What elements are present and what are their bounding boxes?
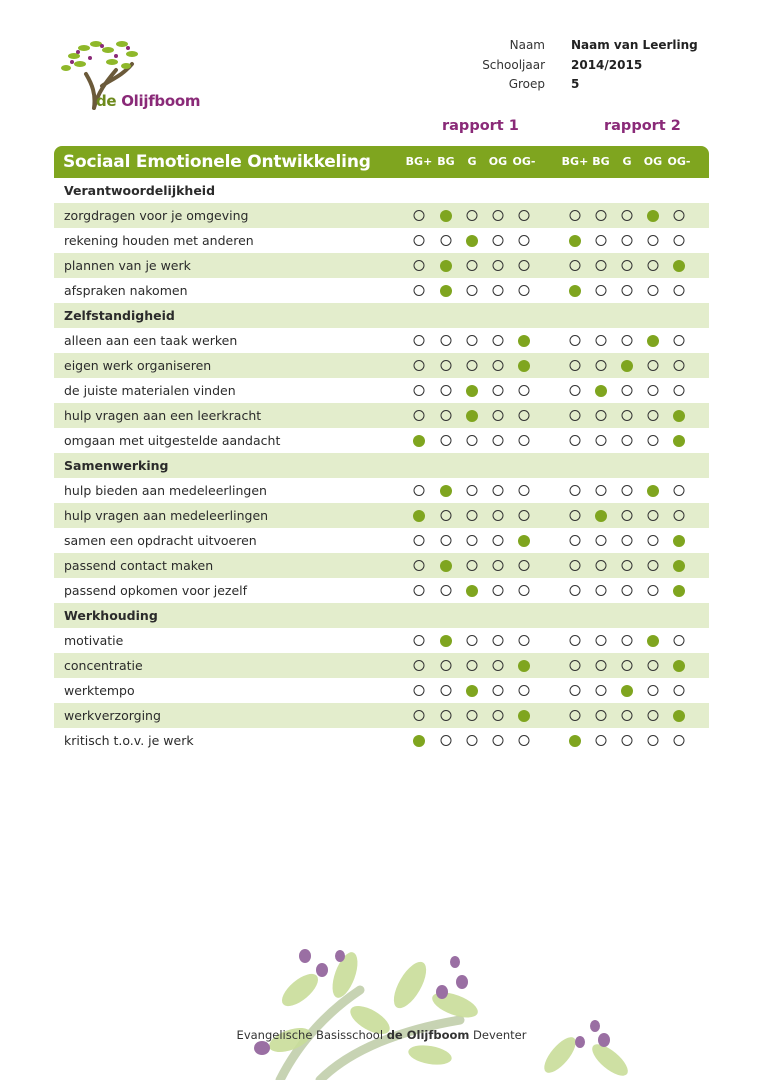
r1-rating-empty-circle-icon	[493, 535, 504, 546]
student-info	[440, 38, 740, 97]
r1-rating-filled-circle-icon	[518, 710, 530, 722]
criterion-label: hulp bieden aan medeleerlingen	[64, 483, 267, 498]
section-title: Samenwerking	[64, 458, 169, 473]
r2-rating-empty-circle-icon	[570, 710, 581, 721]
r2-rating-empty-circle-icon	[596, 210, 607, 221]
table-row	[54, 428, 709, 453]
r1-rating-filled-circle-icon	[440, 210, 452, 222]
meta-label: Naam	[509, 38, 545, 52]
r1-rating-empty-circle-icon	[519, 410, 530, 421]
table-title: Sociaal Emotionele Ontwikkeling	[63, 152, 371, 172]
r1-rating-empty-circle-icon	[414, 235, 425, 246]
r2-rating-filled-circle-icon	[569, 735, 581, 747]
r2-rating-empty-circle-icon	[570, 360, 581, 371]
criterion-label: afspraken nakomen	[64, 283, 188, 298]
r2-rating-empty-circle-icon	[648, 660, 659, 671]
r1-rating-empty-circle-icon	[493, 410, 504, 421]
r1-rating-empty-circle-icon	[414, 285, 425, 296]
r1-rating-empty-circle-icon	[441, 410, 452, 421]
criterion-label: de juiste materialen vinden	[64, 383, 236, 398]
r1-rating-empty-circle-icon	[467, 710, 478, 721]
r1-rating-empty-circle-icon	[519, 560, 530, 571]
criterion-label: omgaan met uitgestelde aandacht	[64, 433, 281, 448]
r1-rating-empty-circle-icon	[493, 385, 504, 396]
footer-suffix: Deventer	[469, 1028, 527, 1042]
r1-rating-empty-circle-icon	[414, 585, 425, 596]
r1-rating-empty-circle-icon	[467, 560, 478, 571]
table-row	[54, 728, 709, 753]
criterion-label: werkverzorging	[64, 708, 161, 723]
r2-rating-empty-circle-icon	[596, 435, 607, 446]
r1-rating-empty-circle-icon	[493, 510, 504, 521]
r1-rating-empty-circle-icon	[414, 710, 425, 721]
r2-rating-empty-circle-icon	[674, 635, 685, 646]
r1-rating-filled-circle-icon	[413, 435, 425, 447]
r1-rating-empty-circle-icon	[414, 660, 425, 671]
r2-rating-empty-circle-icon	[622, 510, 633, 521]
r1-rating-empty-circle-icon	[441, 685, 452, 696]
r2-rating-empty-circle-icon	[596, 410, 607, 421]
r1-rating-empty-circle-icon	[441, 385, 452, 396]
meta-row-schooljaar	[440, 58, 740, 78]
r1-rating-empty-circle-icon	[414, 535, 425, 546]
r1-rating-filled-circle-icon	[440, 635, 452, 647]
section-title: Zelfstandigheid	[64, 308, 175, 323]
r1-rating-empty-circle-icon	[519, 685, 530, 696]
r2-rating-empty-circle-icon	[570, 485, 581, 496]
column-header-r2-4: OG-	[667, 155, 691, 168]
r2-rating-filled-circle-icon	[595, 385, 607, 397]
criterion-label: kritisch t.o.v. je werk	[64, 733, 194, 748]
r1-rating-empty-circle-icon	[414, 410, 425, 421]
r2-rating-empty-circle-icon	[674, 735, 685, 746]
r2-rating-empty-circle-icon	[570, 585, 581, 596]
r2-rating-empty-circle-icon	[674, 235, 685, 246]
table-row	[54, 253, 709, 278]
r2-rating-empty-circle-icon	[648, 685, 659, 696]
r1-rating-empty-circle-icon	[441, 585, 452, 596]
r1-rating-empty-circle-icon	[414, 560, 425, 571]
criterion-label: passend opkomen voor jezelf	[64, 583, 248, 598]
r1-rating-empty-circle-icon	[467, 510, 478, 521]
r2-rating-empty-circle-icon	[596, 735, 607, 746]
olive-branch-decoration-icon	[0, 930, 763, 1080]
logo-name: Olijfboom	[121, 92, 201, 110]
report-2-heading: rapport 2	[604, 118, 681, 134]
r2-rating-filled-circle-icon	[647, 635, 659, 647]
r2-rating-empty-circle-icon	[648, 560, 659, 571]
table-row	[54, 203, 709, 228]
r1-rating-filled-circle-icon	[466, 385, 478, 397]
r2-rating-filled-circle-icon	[673, 585, 685, 597]
r2-rating-empty-circle-icon	[622, 735, 633, 746]
footer-school: de Olijfboom	[386, 1028, 470, 1042]
r2-rating-empty-circle-icon	[674, 510, 685, 521]
r2-rating-empty-circle-icon	[648, 585, 659, 596]
r2-rating-filled-circle-icon	[673, 710, 685, 722]
table-row	[54, 228, 709, 253]
r1-rating-empty-circle-icon	[519, 210, 530, 221]
r1-rating-empty-circle-icon	[467, 485, 478, 496]
r2-rating-empty-circle-icon	[570, 435, 581, 446]
r2-rating-empty-circle-icon	[648, 735, 659, 746]
r1-rating-empty-circle-icon	[493, 335, 504, 346]
r1-rating-empty-circle-icon	[519, 635, 530, 646]
r2-rating-empty-circle-icon	[570, 260, 581, 271]
r2-rating-filled-circle-icon	[647, 210, 659, 222]
r2-rating-empty-circle-icon	[622, 260, 633, 271]
r1-rating-empty-circle-icon	[493, 285, 504, 296]
criterion-label: alleen aan een taak werken	[64, 333, 238, 348]
r2-rating-empty-circle-icon	[674, 685, 685, 696]
r2-rating-empty-circle-icon	[622, 485, 633, 496]
r1-rating-filled-circle-icon	[440, 560, 452, 572]
table-row	[54, 628, 709, 653]
r2-rating-empty-circle-icon	[622, 660, 633, 671]
r2-rating-empty-circle-icon	[622, 210, 633, 221]
r1-rating-empty-circle-icon	[467, 635, 478, 646]
r2-rating-empty-circle-icon	[674, 285, 685, 296]
table-row	[54, 553, 709, 578]
r1-rating-filled-circle-icon	[466, 685, 478, 697]
r2-rating-empty-circle-icon	[622, 385, 633, 396]
r2-rating-empty-circle-icon	[622, 235, 633, 246]
table-row	[54, 703, 709, 728]
r2-rating-empty-circle-icon	[570, 560, 581, 571]
meta-value: 5	[571, 77, 580, 91]
r1-rating-empty-circle-icon	[519, 235, 530, 246]
r1-rating-empty-circle-icon	[519, 435, 530, 446]
r2-rating-empty-circle-icon	[570, 335, 581, 346]
section-title: Verantwoordelijkheid	[64, 183, 216, 198]
r1-rating-filled-circle-icon	[440, 485, 452, 497]
r2-rating-empty-circle-icon	[648, 235, 659, 246]
r1-rating-empty-circle-icon	[493, 560, 504, 571]
criterion-label: zorgdragen voor je omgeving	[64, 208, 249, 223]
r1-rating-empty-circle-icon	[467, 285, 478, 296]
r2-rating-empty-circle-icon	[622, 560, 633, 571]
table-row	[54, 378, 709, 403]
r1-rating-empty-circle-icon	[493, 260, 504, 271]
r2-rating-empty-circle-icon	[570, 660, 581, 671]
r1-rating-empty-circle-icon	[493, 235, 504, 246]
r2-rating-empty-circle-icon	[596, 635, 607, 646]
r1-rating-empty-circle-icon	[441, 535, 452, 546]
r2-rating-empty-circle-icon	[648, 535, 659, 546]
logo-wordmark	[96, 92, 200, 110]
meta-value: Naam van Leerling	[571, 38, 698, 52]
table-row	[54, 578, 709, 603]
column-header-r2-3: OG	[643, 155, 663, 168]
r2-rating-empty-circle-icon	[648, 360, 659, 371]
table-header	[54, 146, 709, 178]
r1-rating-empty-circle-icon	[414, 260, 425, 271]
r2-rating-empty-circle-icon	[596, 360, 607, 371]
r1-rating-empty-circle-icon	[441, 660, 452, 671]
r1-rating-filled-circle-icon	[440, 285, 452, 297]
r2-rating-empty-circle-icon	[648, 510, 659, 521]
r1-rating-empty-circle-icon	[493, 360, 504, 371]
r1-rating-empty-circle-icon	[519, 385, 530, 396]
criterion-label: passend contact maken	[64, 558, 214, 573]
criterion-label: rekening houden met anderen	[64, 233, 254, 248]
section-title: Werkhouding	[64, 608, 158, 623]
column-header-r2-0: BG+	[561, 155, 589, 168]
r1-rating-empty-circle-icon	[414, 385, 425, 396]
section-heading-samenwerking	[54, 453, 709, 478]
r1-rating-empty-circle-icon	[414, 360, 425, 371]
r1-rating-empty-circle-icon	[441, 335, 452, 346]
r2-rating-empty-circle-icon	[622, 410, 633, 421]
r1-rating-empty-circle-icon	[493, 485, 504, 496]
r2-rating-empty-circle-icon	[622, 285, 633, 296]
r1-rating-filled-circle-icon	[466, 585, 478, 597]
table-row	[54, 328, 709, 353]
column-header-r1-3: OG	[488, 155, 508, 168]
r1-rating-filled-circle-icon	[518, 335, 530, 347]
table-row	[54, 653, 709, 678]
r1-rating-empty-circle-icon	[493, 210, 504, 221]
r1-rating-filled-circle-icon	[440, 260, 452, 272]
r1-rating-empty-circle-icon	[493, 435, 504, 446]
r2-rating-filled-circle-icon	[569, 285, 581, 297]
r2-rating-empty-circle-icon	[648, 435, 659, 446]
r1-rating-empty-circle-icon	[441, 360, 452, 371]
r2-rating-empty-circle-icon	[674, 335, 685, 346]
r2-rating-empty-circle-icon	[570, 210, 581, 221]
r1-rating-empty-circle-icon	[493, 585, 504, 596]
r1-rating-empty-circle-icon	[441, 710, 452, 721]
table-row	[54, 503, 709, 528]
meta-row-naam	[440, 38, 740, 58]
r2-rating-empty-circle-icon	[622, 435, 633, 446]
column-header-r1-2: G	[467, 155, 477, 168]
meta-value: 2014/2015	[571, 57, 643, 72]
r1-rating-empty-circle-icon	[414, 635, 425, 646]
table-row	[54, 278, 709, 303]
r2-rating-filled-circle-icon	[673, 260, 685, 272]
r1-rating-empty-circle-icon	[519, 485, 530, 496]
criterion-label: plannen van je werk	[64, 258, 191, 273]
table-row	[54, 678, 709, 703]
r2-rating-empty-circle-icon	[648, 710, 659, 721]
meta-row-groep	[440, 77, 740, 97]
r1-rating-empty-circle-icon	[519, 285, 530, 296]
section-heading-verantwoordelijkheid	[54, 178, 709, 203]
r2-rating-empty-circle-icon	[596, 685, 607, 696]
r1-rating-empty-circle-icon	[441, 510, 452, 521]
criterion-label: concentratie	[64, 658, 143, 673]
r1-rating-filled-circle-icon	[413, 510, 425, 522]
r2-rating-empty-circle-icon	[596, 710, 607, 721]
assessment-table	[54, 146, 709, 753]
criterion-label: hulp vragen aan een leerkracht	[64, 408, 262, 423]
r1-rating-empty-circle-icon	[467, 660, 478, 671]
r2-rating-empty-circle-icon	[596, 485, 607, 496]
r1-rating-empty-circle-icon	[493, 635, 504, 646]
column-header-r2-2: G	[622, 155, 632, 168]
r1-rating-filled-circle-icon	[413, 735, 425, 747]
column-header-r2-1: BG	[592, 155, 610, 168]
r2-rating-empty-circle-icon	[622, 335, 633, 346]
r1-rating-empty-circle-icon	[519, 260, 530, 271]
r2-rating-empty-circle-icon	[596, 235, 607, 246]
r2-rating-empty-circle-icon	[570, 510, 581, 521]
r2-rating-empty-circle-icon	[570, 685, 581, 696]
r1-rating-empty-circle-icon	[467, 360, 478, 371]
r2-rating-empty-circle-icon	[570, 535, 581, 546]
section-heading-werkhouding	[54, 603, 709, 628]
r1-rating-empty-circle-icon	[414, 335, 425, 346]
r1-rating-filled-circle-icon	[518, 660, 530, 672]
r1-rating-empty-circle-icon	[467, 260, 478, 271]
table-row	[54, 478, 709, 503]
r1-rating-empty-circle-icon	[467, 535, 478, 546]
r2-rating-empty-circle-icon	[596, 560, 607, 571]
r2-rating-empty-circle-icon	[648, 385, 659, 396]
r1-rating-empty-circle-icon	[441, 735, 452, 746]
r2-rating-empty-circle-icon	[622, 585, 633, 596]
criterion-label: eigen werk organiseren	[64, 358, 212, 373]
r1-rating-empty-circle-icon	[414, 210, 425, 221]
r2-rating-filled-circle-icon	[673, 660, 685, 672]
meta-label: Schooljaar	[482, 57, 545, 72]
section-heading-zelfstandigheid	[54, 303, 709, 328]
r1-rating-empty-circle-icon	[519, 510, 530, 521]
r1-rating-filled-circle-icon	[518, 535, 530, 547]
r2-rating-empty-circle-icon	[596, 285, 607, 296]
r1-rating-empty-circle-icon	[414, 685, 425, 696]
r2-rating-empty-circle-icon	[622, 535, 633, 546]
r1-rating-empty-circle-icon	[519, 735, 530, 746]
r2-rating-filled-circle-icon	[621, 360, 633, 372]
criterion-label: samen een opdracht uitvoeren	[64, 533, 257, 548]
r2-rating-empty-circle-icon	[674, 210, 685, 221]
r2-rating-filled-circle-icon	[647, 485, 659, 497]
r1-rating-empty-circle-icon	[414, 485, 425, 496]
r1-rating-empty-circle-icon	[519, 585, 530, 596]
r2-rating-filled-circle-icon	[673, 535, 685, 547]
r2-rating-empty-circle-icon	[570, 635, 581, 646]
r2-rating-empty-circle-icon	[596, 535, 607, 546]
r2-rating-empty-circle-icon	[596, 585, 607, 596]
r2-rating-empty-circle-icon	[596, 260, 607, 271]
table-row	[54, 528, 709, 553]
r1-rating-empty-circle-icon	[467, 210, 478, 221]
r1-rating-empty-circle-icon	[493, 710, 504, 721]
r1-rating-empty-circle-icon	[441, 235, 452, 246]
r1-rating-empty-circle-icon	[493, 735, 504, 746]
column-header-r1-0: BG+	[405, 155, 433, 168]
r1-rating-filled-circle-icon	[466, 410, 478, 422]
r2-rating-filled-circle-icon	[647, 335, 659, 347]
criterion-label: hulp vragen aan medeleerlingen	[64, 508, 269, 523]
r2-rating-filled-circle-icon	[673, 410, 685, 422]
report-1-heading: rapport 1	[442, 118, 519, 134]
r1-rating-filled-circle-icon	[518, 360, 530, 372]
r2-rating-empty-circle-icon	[622, 710, 633, 721]
r2-rating-empty-circle-icon	[648, 260, 659, 271]
r2-rating-empty-circle-icon	[596, 660, 607, 671]
logo-prefix: de	[96, 92, 122, 110]
footer-text	[0, 1028, 763, 1042]
r2-rating-filled-circle-icon	[569, 235, 581, 247]
r1-rating-empty-circle-icon	[467, 435, 478, 446]
r1-rating-empty-circle-icon	[467, 335, 478, 346]
r2-rating-empty-circle-icon	[596, 335, 607, 346]
criterion-label: motivatie	[64, 633, 124, 648]
r2-rating-empty-circle-icon	[648, 285, 659, 296]
r2-rating-empty-circle-icon	[674, 360, 685, 371]
r2-rating-empty-circle-icon	[674, 385, 685, 396]
r2-rating-empty-circle-icon	[622, 635, 633, 646]
footer-prefix: Evangelische Basisschool	[236, 1028, 387, 1042]
r1-rating-empty-circle-icon	[493, 660, 504, 671]
meta-label: Groep	[508, 77, 545, 91]
r2-rating-empty-circle-icon	[570, 385, 581, 396]
r1-rating-empty-circle-icon	[467, 735, 478, 746]
r2-rating-empty-circle-icon	[674, 485, 685, 496]
r1-rating-empty-circle-icon	[441, 435, 452, 446]
column-header-r1-1: BG	[437, 155, 455, 168]
r2-rating-filled-circle-icon	[673, 435, 685, 447]
r2-rating-filled-circle-icon	[621, 685, 633, 697]
table-row	[54, 353, 709, 378]
r1-rating-empty-circle-icon	[493, 685, 504, 696]
r2-rating-empty-circle-icon	[570, 410, 581, 421]
r2-rating-filled-circle-icon	[595, 510, 607, 522]
r1-rating-filled-circle-icon	[466, 235, 478, 247]
r2-rating-filled-circle-icon	[673, 560, 685, 572]
column-header-r1-4: OG-	[512, 155, 536, 168]
criterion-label: werktempo	[64, 683, 135, 698]
table-row	[54, 403, 709, 428]
r2-rating-empty-circle-icon	[648, 410, 659, 421]
